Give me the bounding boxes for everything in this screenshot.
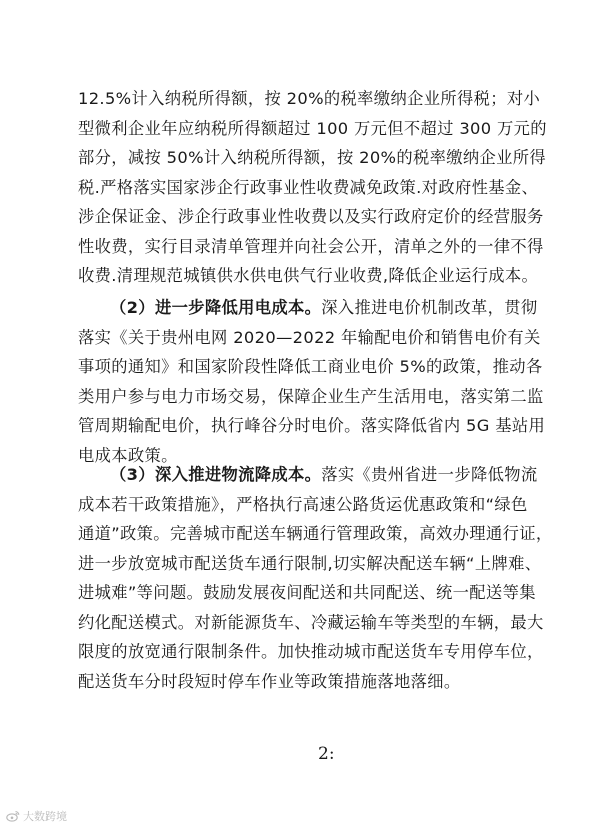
text-line: 事项的通知》和国家阶段性降低工商业电价 5%的政策，推动各 [78, 357, 543, 376]
watermark [6, 808, 67, 824]
text-line: 涉企保证金、涉企行政事业性收费以及实行政府定价的经营服务 [78, 207, 544, 226]
paragraph-tax-and-fees [78, 84, 547, 291]
page-number: 2: [318, 744, 335, 764]
text-line: 限度的放宽通行限制条件。加快推动城市配送货车专用停车位， [78, 642, 544, 661]
text-line: 性收费，实行目录清单管理并向社会公开，清单之外的一律不得 [78, 236, 544, 256]
text-line: 进一步放宽城市配送货车通行限制,切实解决配送车辆“上牌难、 [78, 553, 542, 573]
text-span: 深入推进电价机制改革，贯彻 [321, 298, 538, 317]
text-line: 类用户参与电力市场交易，保障企业生产生活用电，落实第二监 [78, 386, 544, 406]
text-line: 电成本政策。 [78, 445, 178, 465]
weibo-logo-icon [6, 810, 20, 822]
text-line: 收费.清理规范城镇供水供电供气行业收费,降低企业运行成本。 [78, 266, 539, 285]
text-line: 配送货车分时段短时停车作业等政策措施落地落细。 [78, 671, 461, 691]
paragraph-logistics-cost [78, 460, 553, 696]
text-line: 落实《关于贵州电网 2020—2022 年输配电价和销售电价有关 [78, 327, 541, 347]
text-line: 约化配送模式。对新能源货车、冷藏运输车等类型的车辆，最大 [78, 612, 544, 632]
text-line: 型微利企业年应纳税所得额超过 100 万元但不超过 300 万元的 [78, 118, 547, 138]
text-line: 税.严格落实国家涉企行政事业性收费减免政策.对政府性基金、 [78, 177, 539, 197]
text-line [78, 460, 538, 490]
paragraph-electricity-cost [78, 293, 546, 470]
section-heading: （3）深入推进物流降成本。 [110, 465, 322, 484]
text-line: 部分，减按 50%计入纳税所得额，按 20%的税率缴纳企业所得 [78, 148, 547, 167]
text-line: 进城难”等问题。鼓励发展夜间配送和共同配送、统一配送等集 [78, 583, 536, 602]
text-line: 管周期输配电价，执行峰谷分时电价。落实降低省内 5G 基站用 [78, 416, 546, 435]
text-line: 成本若干政策措施》，严格执行高速公路货运优惠政策和“绿色 [78, 494, 528, 514]
text-span: 落实《贵州省进一步降低物流 [321, 465, 538, 484]
text-line: 12.5%计入纳税所得额，按 20%的税率缴纳企业所得税；对小 [78, 89, 541, 108]
text-line [78, 293, 538, 323]
watermark-text: 大数跨境 [23, 810, 67, 823]
section-heading: （2）进一步降低用电成本。 [110, 298, 322, 317]
text-line: 通道”政策。完善城市配送车辆通行管理政策，高效办理通行证， [78, 524, 553, 543]
